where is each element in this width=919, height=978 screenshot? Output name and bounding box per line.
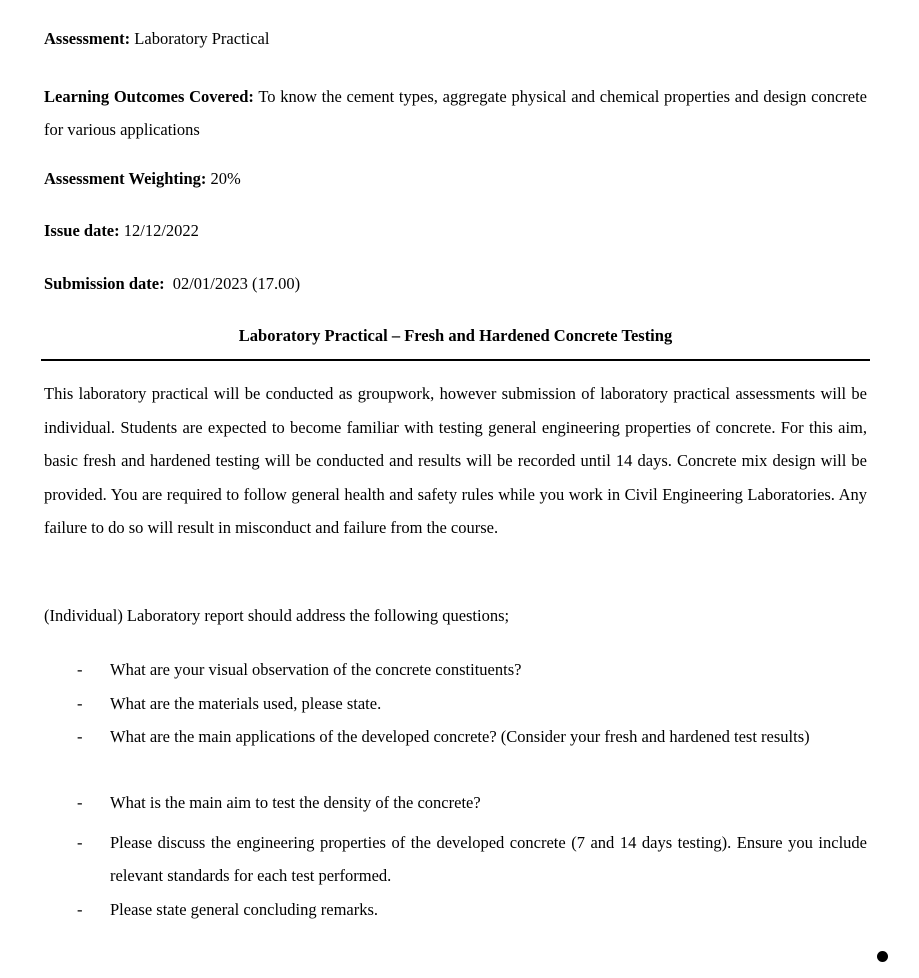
question-text: Please discuss the engineering properties of the developed concrete (7 and 14 days testing). Ensure you include relevant standards for each test performed.: [110, 833, 867, 885]
assessment-value: Laboratory Practical: [134, 29, 270, 48]
issue-date-line: [44, 221, 867, 241]
assessment-line: [44, 29, 867, 49]
bullet-dash: -: [77, 694, 83, 713]
bullet-dash: -: [77, 833, 83, 852]
bullet-dash: -: [77, 900, 83, 919]
question-item: [77, 653, 867, 686]
learning-outcomes-value: To know the cement types, aggregate physical and chemical properties and design concrete for various applications: [44, 87, 868, 139]
question-text: What are the main applications of the developed concrete? (Consider your fresh and hardened test results): [110, 727, 810, 746]
bullet-dash: -: [77, 793, 83, 812]
learning-outcomes-paragraph: [44, 80, 867, 146]
question-item: [77, 720, 867, 753]
questions-intro: (Individual) Laboratory report should address the following questions;: [44, 606, 510, 625]
question-item: [77, 687, 867, 720]
learning-outcomes-label: Learning Outcomes Covered:: [44, 87, 254, 106]
issue-date-label: Issue date:: [44, 221, 120, 240]
question-text: What is the main aim to test the density of the concrete?: [110, 793, 481, 812]
question-item: [77, 826, 867, 892]
submission-date-value: 02/01/2023 (17.00): [172, 274, 301, 293]
page-dot-marker: [877, 951, 888, 962]
weighting-line: [44, 169, 867, 189]
question-text: What are the materials used, please state.: [110, 694, 382, 713]
issue-date-value: 12/12/2022: [123, 221, 199, 240]
bullet-dash: -: [77, 727, 83, 746]
weighting-value: 20%: [210, 169, 241, 188]
weighting-label: Assessment Weighting:: [44, 169, 207, 188]
assessment-label: Assessment:: [44, 29, 131, 48]
title-divider: [41, 359, 870, 361]
body-paragraph: This laboratory practical will be conducted as groupwork, however submission of laboratory practical assessments will be individual. Students are expected to become familiar with testing general engineering properties of concrete. For this aim, basic fresh and hardened testing will be conducted and results will be recorded until 14 days. Concrete mix design will be provided. You are required to follow general health and safety rules while you work in Civil Engineering Laboratories. Any failure to do so will result in misconduct and failure from the course.: [44, 384, 867, 537]
submission-date-line: [44, 274, 867, 294]
question-text: Please state general concluding remarks.: [110, 900, 379, 919]
question-item: [77, 786, 867, 819]
section-title: Laboratory Practical – Fresh and Hardened Concrete Testing: [238, 326, 673, 345]
question-text: What are your visual observation of the concrete constituents?: [110, 660, 522, 679]
bullet-dash: -: [77, 660, 83, 679]
submission-date-label: Submission date:: [44, 274, 165, 293]
question-item: [77, 893, 867, 926]
